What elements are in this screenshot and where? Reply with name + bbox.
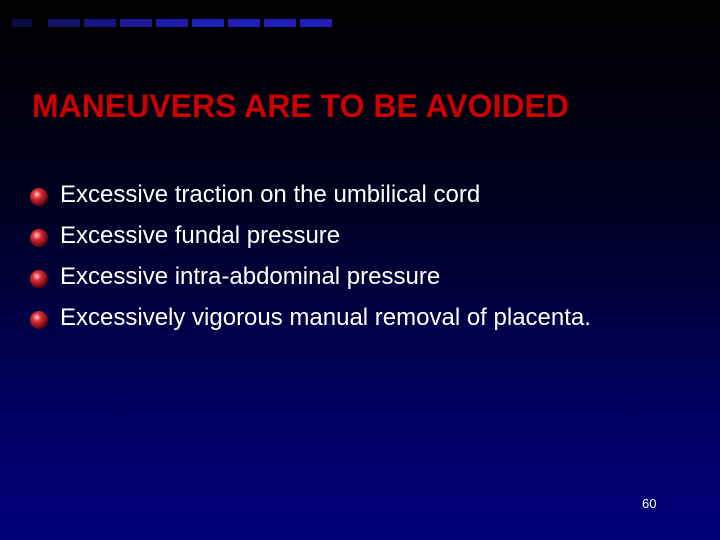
red-sphere-icon [28,309,50,331]
red-sphere-icon [28,186,50,208]
red-sphere-icon [28,227,50,249]
top-bar-segment [228,19,260,27]
bullet-text: Excessively vigorous manual removal of placenta. [60,304,591,331]
top-bar-segment [264,19,296,27]
bullet-item [28,297,591,338]
bullet-text: Excessive fundal pressure [60,222,341,249]
page-number: 60 [642,496,657,511]
top-bar-segment [300,19,332,27]
bullet-item [28,215,591,256]
red-sphere-icon [28,268,50,290]
bullet-item [28,174,591,215]
bullet-list [28,174,591,338]
top-bar-segment [156,19,188,27]
bullet-item [28,256,591,297]
top-bar-segment [192,19,224,27]
bullet-text: Excessive traction on the umbilical cord [60,181,481,208]
top-bar-segment [12,19,32,27]
decorative-top-bar [12,19,332,27]
top-bar-segment [48,19,80,27]
top-bar-segment [84,19,116,27]
bullet-text: Excessive intra-abdominal pressure [60,263,441,290]
top-bar-segment [120,19,152,27]
slide-title: MANEUVERS ARE TO BE AVOIDED [32,88,569,124]
